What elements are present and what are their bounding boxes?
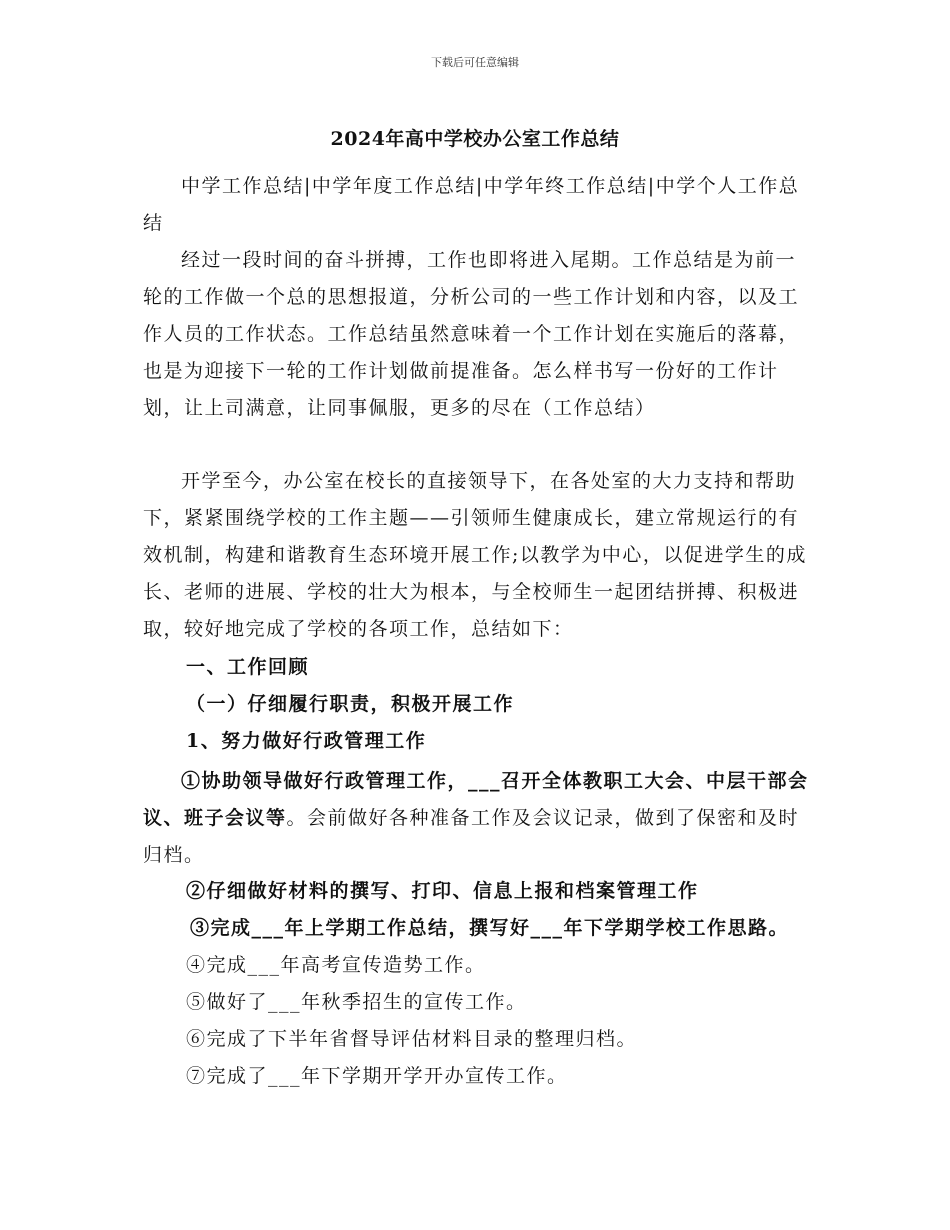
intro-text: 经过一段时间的奋斗拼搏，工作也即将进入尾期。工作总结是为前一轮的工作做一个总的思想报道，分析公司的一些工作计划和内容，以及工作人员的工作状态。工作总结虽然意味着一个工作计划在实施后的落幕，也是为迎接下一轮的工作计划做前提准备。怎么样书写一份好的工作计划，让上司满意，让同事佩服，更多的尽在（工作总结） bbox=[143, 249, 800, 419]
overview-paragraph bbox=[143, 463, 813, 648]
subsection-heading-duties: （一）仔细履行职责，积极开展工作 bbox=[186, 693, 515, 715]
intro-paragraph bbox=[143, 242, 813, 427]
list-item-1-rest: 。会前做好各种准备工作及会议记录，做到了保密和及时归档。 bbox=[143, 807, 800, 866]
list-item-6: ⑥完成了下半年省督导评估材料目录的整理归档。 bbox=[186, 1028, 638, 1050]
list-item-1-bold: ①协助领导做好行政管理工作，___召开全体教职工大会、中层干部会议、班子会议等 bbox=[143, 770, 809, 829]
list-item-3: ③完成___年上学期工作总结，撰写好___年下学期学校工作思路。 bbox=[190, 917, 790, 939]
category-paragraph bbox=[143, 168, 813, 242]
overview-text: 开学至今，办公室在校长的直接领导下，在各处室的大力支持和帮助下，紧紧围绕学校的工作主题——引领师生健康成长，建立常规运行的有效机制，构建和谐教育生态环境开展工作;以教学为中心，以促进学生的成长、老师的进展、学校的壮大为根本，与全校师生一起团结拼搏、积极进取，较好地完成了学校的各项工作，总结如下： bbox=[143, 470, 807, 640]
list-item-1 bbox=[143, 763, 813, 874]
list-item-2: ②仔细做好材料的撰写、打印、信息上报和档案管理工作 bbox=[186, 880, 699, 902]
list-item-7: ⑦完成了___年下学期开学开办宣传工作。 bbox=[186, 1065, 568, 1087]
section-heading-review: 一、工作回顾 bbox=[186, 656, 310, 678]
document-title: 2024年高中学校办公室工作总结 bbox=[330, 128, 620, 150]
category-text: 中学工作总结|中学年度工作总结|中学年终工作总结|中学个人工作总结 bbox=[143, 175, 800, 234]
page-header-note: 下载后可任意编辑 bbox=[431, 56, 519, 69]
list-item-4: ④完成___年高考宣传造势工作。 bbox=[186, 954, 486, 976]
item-group-heading-admin: 1、努力做好行政管理工作 bbox=[186, 730, 427, 752]
list-item-5: ⑤做好了___年秋季招生的宣传工作。 bbox=[186, 991, 527, 1013]
